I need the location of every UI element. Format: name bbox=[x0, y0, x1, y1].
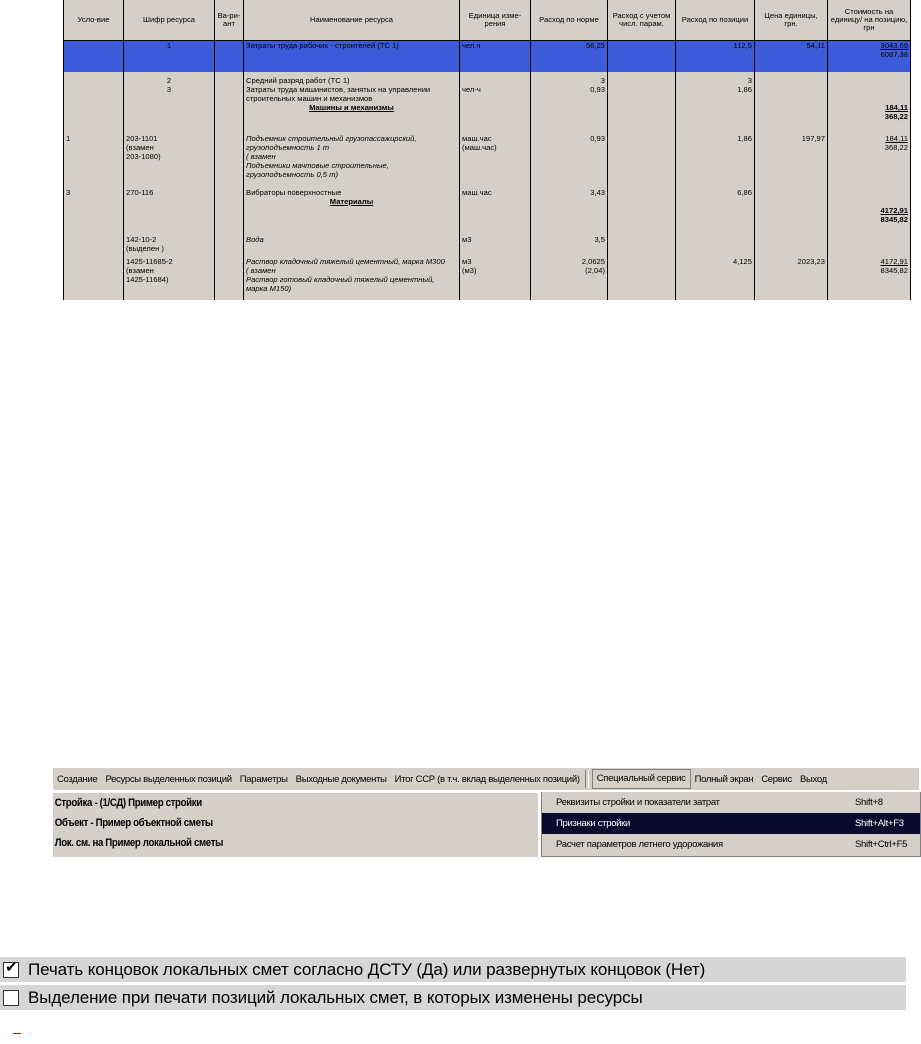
dropdown-item-construction-attributes[interactable] bbox=[542, 813, 920, 834]
cell-code: 203-1101 bbox=[126, 134, 158, 143]
table-row[interactable] bbox=[64, 134, 911, 188]
cell-code-note: 203-1080) bbox=[126, 152, 161, 161]
dropdown-item-label: Расчет параметров летнего удорожания bbox=[556, 839, 723, 850]
cell-name: Затраты труда рабочих - строителей (ТС 1) bbox=[244, 41, 460, 73]
header-condition: Усло-вие bbox=[64, 0, 124, 41]
cell-name: Подъемник строительный грузопассажирский, грузоподъемность 1 т bbox=[246, 134, 417, 152]
menu-item-exit[interactable]: Выход bbox=[799, 773, 827, 785]
header-variant: Ва-ри-ант bbox=[215, 0, 244, 41]
cell-unit: маш.час bbox=[460, 188, 531, 231]
dropdown-item-summer-cost[interactable] bbox=[542, 834, 920, 855]
dropdown-item-label: Реквизиты стройки и показатели затрат bbox=[556, 797, 720, 808]
checkbox-highlight-changed[interactable] bbox=[3, 990, 19, 1006]
header-norm-consumption: Расход по норме bbox=[531, 0, 608, 41]
cell-name: Затраты труда машинистов, занятых на управлении строительных машин и механизмов bbox=[246, 85, 431, 103]
cell-code: 270-116 bbox=[124, 188, 215, 231]
construction-title: Стройка - (1/СД) Пример стройки bbox=[54, 797, 202, 809]
checkbox-label: Выделение при печати позиций локальных смет, в которых изменены ресурсы bbox=[28, 987, 643, 1007]
cell-condition: 1 bbox=[64, 134, 124, 188]
dropdown-item-shortcut: Shift+Alt+F3 bbox=[855, 818, 904, 829]
table-header-row bbox=[64, 0, 911, 41]
cell-code: 2 bbox=[166, 76, 172, 85]
cell-code-note: 1425-11684) bbox=[126, 274, 169, 284]
local-estimate-title: Лок. см. на Пример локальной сметы bbox=[54, 837, 224, 849]
cell-name: Средний разряд работ (ТС 1) bbox=[246, 76, 350, 85]
cell-code-note: (взамен bbox=[126, 265, 154, 275]
dropdown-item-label: Признаки стройки bbox=[556, 818, 631, 829]
cell-pos: 3 bbox=[747, 76, 752, 85]
cell-pos: 112,5 bbox=[676, 41, 755, 73]
special-service-dropdown bbox=[541, 792, 921, 857]
object-title: Объект - Пример объектной сметы bbox=[54, 817, 213, 829]
cell-name-note: Раствор готовый кладочный тяжелый цементный, марка М150) bbox=[246, 274, 435, 293]
header-param-consumption: Расход с учетом числ. парам. bbox=[608, 0, 676, 41]
resource-table bbox=[63, 0, 911, 300]
cell-cost-unit: 3043,69 bbox=[880, 41, 908, 50]
cell-norm-note: (2,04) bbox=[585, 265, 605, 275]
cell-condition: 3 bbox=[64, 188, 124, 231]
cell-norm: 3 bbox=[600, 76, 605, 85]
menu-bar bbox=[53, 768, 919, 790]
cell-name-note: Подъемники мачтовые строительные, грузоподъемность 0,5 т) bbox=[246, 161, 389, 179]
cell-cost-unit: 4172,91 bbox=[880, 256, 908, 266]
cell-cost-unit: 184,11 bbox=[885, 134, 908, 143]
cell-cost-unit: 4172,91 bbox=[880, 206, 908, 215]
menu-item-parameters[interactable]: Параметры bbox=[239, 773, 288, 785]
cell-unit: чел-ч bbox=[462, 85, 481, 94]
cell-name-note: ( взамен bbox=[246, 265, 276, 275]
header-unit: Единица изме-рения bbox=[460, 0, 531, 41]
red-dash-mark bbox=[13, 1033, 21, 1034]
dropdown-item-shortcut: Shift+8 bbox=[855, 797, 883, 808]
table-row[interactable] bbox=[64, 235, 911, 257]
cell-cost-unit: 184,11 bbox=[885, 103, 908, 112]
cell-name-note: ( взамен bbox=[246, 152, 276, 161]
cell-norm: 0,93 bbox=[590, 85, 605, 94]
menu-item-create[interactable]: Создание bbox=[57, 773, 98, 785]
cell-cost-pos: 6087,38 bbox=[880, 50, 908, 59]
cell-cost-pos: 368,22 bbox=[884, 143, 908, 152]
cell-name: Вода bbox=[244, 235, 460, 257]
menu-item-full-screen[interactable]: Полный экран bbox=[694, 773, 754, 785]
cell-code: 1 bbox=[124, 41, 215, 73]
cell-norm: 3,43 bbox=[531, 188, 608, 231]
cell-pos: 1,86 bbox=[676, 134, 755, 188]
dropdown-item-shortcut: Shift+Ctrl+F5 bbox=[855, 839, 908, 850]
cell-norm: 3,5 bbox=[531, 235, 608, 257]
cell-code: 142-10-2 bbox=[126, 235, 157, 245]
section-materials: Материалы bbox=[329, 197, 374, 206]
cell-unit: м3 bbox=[462, 256, 472, 266]
header-resource-name: Наименование ресурса bbox=[244, 0, 460, 41]
cell-cost-pos: 8345,82 bbox=[880, 215, 908, 224]
menu-item-ssr-total[interactable]: Итог ССР (в т.ч. вклад выделенных позиций) bbox=[394, 773, 580, 785]
checkbox-label: Печать концовок локальных смет согласно ДСТУ (Да) или развернутых концовок (Нет) bbox=[28, 959, 706, 979]
cell-unit: чел.ч bbox=[460, 41, 531, 73]
cell-pos: 6,86 bbox=[676, 188, 755, 231]
header-position-consumption: Расход по позиции bbox=[676, 0, 755, 41]
cell-unit: м3 bbox=[460, 235, 531, 257]
cell-price: 54,11 bbox=[755, 41, 828, 73]
cell-norm: 0,93 bbox=[531, 134, 608, 188]
cell-code-note: (выделен ) bbox=[126, 244, 164, 254]
cell-cost-pos: 368,22 bbox=[884, 112, 908, 121]
checkbox-dstu-endings[interactable] bbox=[3, 958, 19, 978]
menu-item-selected-resources[interactable]: Ресурсы выделенных позиций bbox=[105, 773, 232, 785]
header-unit-price: Цена единицы, грн. bbox=[755, 0, 828, 41]
cell-pos: 4,125 bbox=[676, 257, 755, 300]
checkbox-row-highlight-changed[interactable] bbox=[0, 985, 906, 1010]
dropdown-item-requisites[interactable] bbox=[542, 792, 920, 813]
cell-price: 2023,23 bbox=[755, 257, 828, 300]
menu-item-output-documents[interactable]: Выходные документы bbox=[295, 773, 387, 785]
cell-pos: 1,86 bbox=[737, 85, 752, 94]
menu-separator bbox=[585, 770, 589, 788]
cell-price: 197,97 bbox=[755, 134, 828, 188]
cell-code: 3 bbox=[166, 85, 172, 94]
cell-code: 1425-11685-2 bbox=[126, 256, 173, 266]
table-row-selected[interactable] bbox=[64, 41, 911, 73]
cell-code-note: (взамен bbox=[126, 143, 154, 152]
table-row[interactable] bbox=[64, 188, 911, 231]
table-row[interactable] bbox=[64, 257, 911, 300]
section-machines: Машины и механизмы bbox=[309, 103, 394, 112]
menu-item-service[interactable]: Сервис bbox=[761, 773, 792, 785]
cell-norm: 56,25 bbox=[531, 41, 608, 73]
checkbox-row-dstu-endings[interactable] bbox=[0, 957, 906, 982]
cell-name: Раствор кладочный тяжелый цементный, марка М300 bbox=[246, 256, 445, 266]
cell-cost-pos: 8345,82 bbox=[880, 265, 908, 275]
header-cost: Стоимость на единицу/ на позицию, грн bbox=[828, 0, 911, 41]
cell-norm: 2,0625 bbox=[581, 256, 605, 266]
header-resource-code: Шифр ресурса bbox=[124, 0, 215, 41]
checkmark-icon: ✔ bbox=[5, 958, 18, 976]
menu-item-special-service[interactable]: Специальный сервис bbox=[592, 769, 691, 789]
cell-name: Вибраторы поверхностные bbox=[246, 188, 342, 197]
cell-unit: маш.час bbox=[462, 134, 492, 143]
cell-unit-note: (маш.час) bbox=[462, 143, 497, 152]
cell-unit-note: (м3) bbox=[462, 265, 477, 275]
estimate-info-panel bbox=[53, 792, 538, 857]
table-row[interactable] bbox=[64, 76, 911, 130]
